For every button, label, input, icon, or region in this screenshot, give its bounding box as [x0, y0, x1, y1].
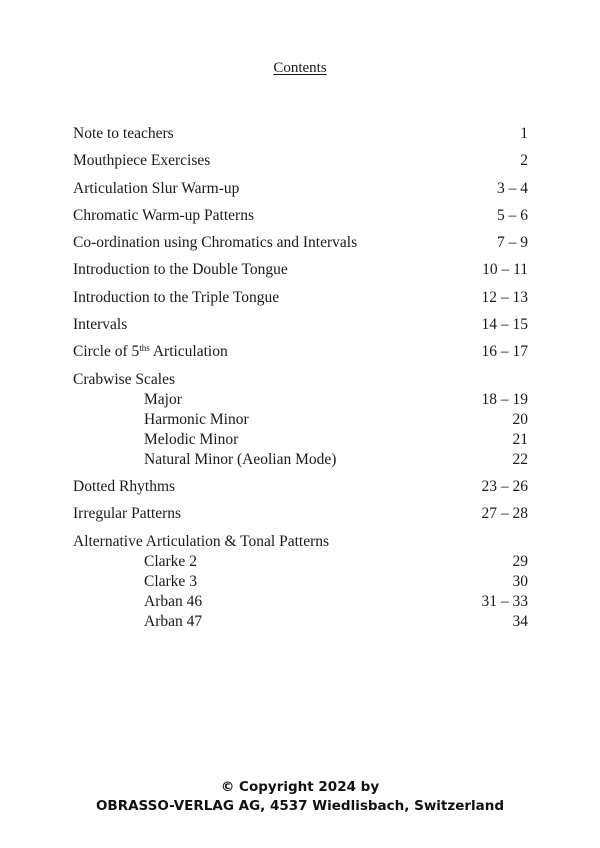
toc-entry-page: 1 — [520, 125, 528, 142]
toc-subentry-page: 21 — [512, 430, 528, 448]
toc-subentry-title: Harmonic Minor — [144, 410, 249, 428]
toc-entry-title: Dotted Rhythms — [73, 477, 176, 495]
toc-subentry-page: 34 — [512, 612, 528, 630]
toc-entry-title — [73, 342, 228, 362]
toc-subentry-title: Natural Minor (Aeolian Mode) — [144, 450, 337, 468]
toc-entry-page: 16 – 17 — [481, 343, 528, 361]
toc-entry-double-tongue — [73, 260, 528, 280]
page-title: Contents — [273, 60, 327, 76]
toc-entry-page: 12 – 13 — [481, 288, 528, 306]
toc-entry-chromatic-warmup — [73, 206, 528, 226]
copyright-footer — [0, 778, 600, 816]
toc-entry-page: 10 – 11 — [482, 261, 528, 279]
toc-subentry-title: Major — [144, 390, 182, 408]
toc-entry-page: 14 – 15 — [481, 316, 528, 334]
toc-entry-triple-tongue — [73, 288, 528, 308]
toc-subentry-arban-47 — [73, 612, 528, 632]
toc-subentry-melodic-minor — [73, 430, 528, 450]
toc-entry-articulation-slur — [73, 179, 528, 199]
copyright-line: © Copyright 2024 by — [220, 779, 380, 795]
toc-entry-page: 7 – 9 — [497, 234, 528, 252]
toc-subentry-page: 22 — [512, 450, 528, 468]
toc-entry-intervals — [73, 315, 528, 335]
toc-subentry-title: Clarke 3 — [144, 572, 197, 590]
toc-subentry-title: Clarke 2 — [144, 552, 197, 570]
toc-group-title: Alternative Articulation & Tonal Patterns — [73, 532, 330, 550]
toc-entry-title: Introduction to the Triple Tongue — [73, 288, 280, 306]
toc-entry-page: 3 – 4 — [497, 179, 528, 197]
toc-entry-circle-of-fifths — [73, 342, 528, 362]
toc-subentry-major — [73, 390, 528, 410]
toc-entry-title: Intervals — [73, 316, 128, 334]
toc-entry-coordination — [73, 233, 528, 253]
toc-entry-page: 5 – 6 — [497, 206, 528, 224]
toc-entry-title: Irregular Patterns — [73, 505, 182, 523]
toc-entry-title: Mouthpiece Exercises — [73, 152, 211, 170]
toc-entry-page: 23 – 26 — [481, 477, 528, 495]
toc-group-title: Crabwise Scales — [73, 370, 176, 388]
toc-subentry-page: 30 — [512, 572, 528, 590]
toc-entry-title: Chromatic Warm-up Patterns — [73, 206, 254, 224]
toc-entry-page: 27 – 28 — [481, 505, 528, 523]
toc-entry-page: 2 — [520, 152, 528, 170]
toc-subentry-arban-46 — [73, 592, 528, 612]
table-of-contents — [73, 124, 528, 632]
toc-entry-title: Introduction to the Double Tongue — [73, 261, 288, 279]
toc-subentry-page: 31 – 33 — [481, 592, 528, 610]
toc-entry-title: Co-ordination using Chromatics and Intervals — [73, 234, 358, 252]
toc-entry-mouthpiece-exercises — [73, 151, 528, 171]
toc-entry-title-suffix: Articulation — [149, 343, 228, 361]
publisher-line: OBRASSO-VERLAG AG, 4537 Wiedlisbach, Switzerland — [95, 798, 505, 814]
toc-subentry-clarke-2 — [73, 552, 528, 572]
toc-subentry-title: Melodic Minor — [144, 430, 239, 448]
toc-entry-irregular-patterns — [73, 504, 528, 524]
toc-subentry-natural-minor — [73, 450, 528, 470]
toc-subentry-page: 29 — [512, 552, 528, 570]
toc-entry-title: Articulation Slur Warm-up — [73, 179, 240, 197]
toc-entry-title: Note to teachers — [73, 125, 174, 142]
toc-entry-title-prefix: Circle of 5 — [73, 343, 140, 361]
toc-subentry-page: 20 — [512, 410, 528, 428]
toc-subentry-harmonic-minor — [73, 410, 528, 430]
toc-subentry-title: Arban 46 — [144, 592, 203, 610]
superscript-ths: ths — [139, 343, 150, 354]
toc-group-heading-alternative — [73, 532, 528, 552]
toc-group-heading-crabwise — [73, 370, 528, 390]
toc-subentry-clarke-3 — [73, 572, 528, 592]
toc-entry-dotted-rhythms — [73, 477, 528, 497]
toc-subentry-title: Arban 47 — [144, 612, 203, 630]
toc-entry-note-to-teachers — [73, 124, 528, 144]
toc-subentry-page: 18 – 19 — [481, 390, 528, 408]
